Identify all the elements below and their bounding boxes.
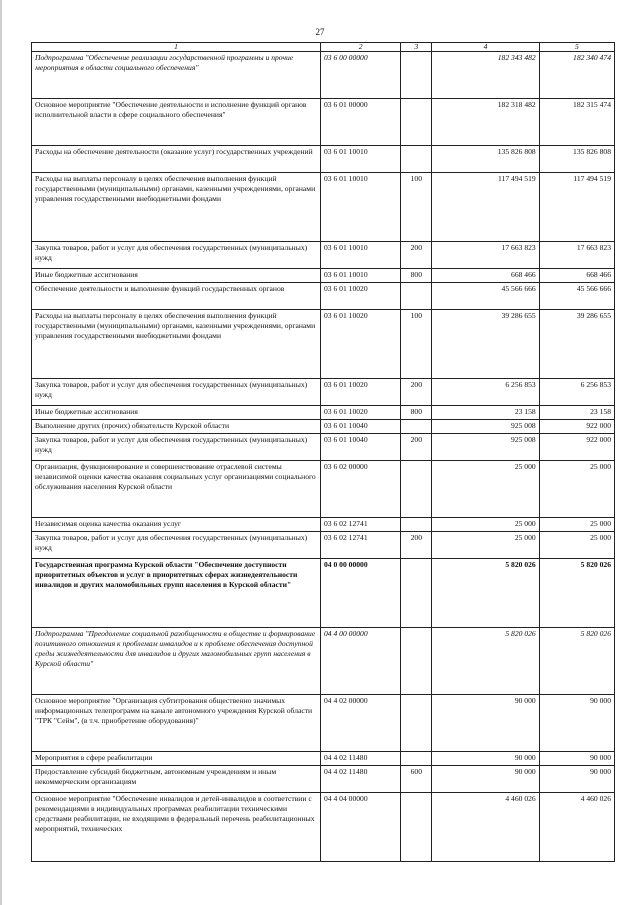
table-row [32,793,615,862]
row-expense-type: 100 [401,173,432,242]
row-code: 03 6 01 10040 [320,434,400,461]
table-row [32,628,615,695]
row-name: Расходы на обеспечение деятельности (оказание услуг) государственных учреждений [32,146,321,173]
column-header: 3 [401,43,432,52]
row-name: Закупка товаров, работ и услуг для обеспечения государственных (муниципальных) нужд [32,532,321,559]
scan-edge [0,0,2,905]
row-expense-type [401,752,432,766]
row-amount-2: 182 340 474 [539,52,614,99]
row-name: Мероприятия в сфере реабилитации [32,752,321,766]
row-expense-type: 600 [401,766,432,793]
row-name: Предоставление субсидий бюджетным, автономным учреждениям и иным некоммерческим организациям [32,766,321,793]
row-amount-2: 90 000 [539,695,614,752]
row-amount-2: 25 000 [539,532,614,559]
row-name: Иные бюджетные ассигнования [32,406,321,420]
row-expense-type: 800 [401,406,432,420]
row-name: Основное мероприятие "Обеспечение инвалидов и детей-инвалидов в соответствии с рекомендациями в индивидуальных программах реабилитации техническими средствами реабилитации, не входящими в федеральный перечень реабилитационных мероприятий, технических [32,793,321,862]
row-code: 04 4 02 00000 [320,695,400,752]
table-row [32,434,615,461]
table-row [32,173,615,242]
row-code: 03 6 01 10020 [320,310,400,379]
budget-table [31,42,615,862]
row-expense-type: 100 [401,310,432,379]
row-name: Основное мероприятие "Обеспечение деятельности и исполнение функций органов исполнительной власти в сфере социального обеспечения" [32,99,321,146]
row-amount-1: 5 820 026 [432,559,539,628]
row-amount-1: 39 286 655 [432,310,539,379]
row-code: 04 4 04 00000 [320,793,400,862]
column-header: 5 [539,43,614,52]
row-amount-1: 25 000 [432,518,539,532]
table-row [32,766,615,793]
row-code: 03 6 01 10010 [320,173,400,242]
row-amount-2: 135 826 808 [539,146,614,173]
row-amount-1: 5 820 026 [432,628,539,695]
row-code: 03 6 01 10010 [320,146,400,173]
row-amount-2: 922 000 [539,434,614,461]
row-expense-type [401,518,432,532]
row-amount-2: 668 466 [539,269,614,283]
row-amount-2: 45 566 666 [539,283,614,310]
row-expense-type: 200 [401,532,432,559]
row-name: Обеспечение деятельности и выполнение функций государственных органов [32,283,321,310]
row-expense-type: 200 [401,434,432,461]
row-amount-1: 90 000 [432,695,539,752]
table-row [32,99,615,146]
column-header: 4 [432,43,539,52]
table-row [32,559,615,628]
row-expense-type: 200 [401,379,432,406]
row-amount-1: 182 318 482 [432,99,539,146]
row-name: Независимая оценка качества оказания услуг [32,518,321,532]
row-expense-type: 800 [401,269,432,283]
row-amount-1: 90 000 [432,752,539,766]
row-code: 03 6 02 12741 [320,532,400,559]
row-amount-1: 6 256 853 [432,379,539,406]
row-expense-type: 200 [401,242,432,269]
row-amount-2: 6 256 853 [539,379,614,406]
table-row [32,518,615,532]
row-amount-1: 23 158 [432,406,539,420]
table-row [32,283,615,310]
row-name: Закупка товаров, работ и услуг для обеспечения государственных (муниципальных) нужд [32,242,321,269]
row-code: 04 4 00 00000 [320,628,400,695]
table-header-row [32,43,615,52]
row-amount-2: 25 000 [539,461,614,518]
row-code: 03 6 00 00000 [320,52,400,99]
table-row [32,146,615,173]
table-row [32,379,615,406]
row-amount-1: 925 008 [432,420,539,434]
row-amount-2: 117 494 519 [539,173,614,242]
row-amount-2: 23 158 [539,406,614,420]
row-amount-1: 90 000 [432,766,539,793]
column-header: 1 [32,43,321,52]
row-amount-2: 5 820 026 [539,628,614,695]
row-name: Организация, функционирование и совершенствование отраслевой системы независимой оценки качества оказания социальных услуг организациями социального обслуживания населения Курской области [32,461,321,518]
page-number: 27 [315,27,325,37]
row-name: Государственная программа Курской области "Обеспечение доступности приоритетных объектов и услуг в приоритетных сферах жизнедеятельности инвалидов и других маломобильных групп населения в Курской области" [32,559,321,628]
row-amount-2: 182 315 474 [539,99,614,146]
row-name: Расходы на выплаты персоналу в целях обеспечения выполнения функций государственными (муниципальными) органами, казенными учреждениями, органами управления государственными внебюджетными фондами [32,173,321,242]
row-name: Выполнение других (прочих) обязательств Курской области [32,420,321,434]
row-name: Закупка товаров, работ и услуг для обеспечения государственных (муниципальных) нужд [32,434,321,461]
row-amount-2: 5 820 026 [539,559,614,628]
row-amount-1: 117 494 519 [432,173,539,242]
row-amount-2: 922 000 [539,420,614,434]
row-expense-type [401,793,432,862]
row-expense-type [401,628,432,695]
row-amount-2: 90 000 [539,766,614,793]
row-amount-1: 135 826 808 [432,146,539,173]
column-header: 2 [320,43,400,52]
row-code: 03 6 01 10020 [320,379,400,406]
row-expense-type [401,99,432,146]
table-row [32,752,615,766]
row-code: 04 4 02 11480 [320,752,400,766]
row-amount-2: 17 663 823 [539,242,614,269]
row-expense-type [401,461,432,518]
row-amount-2: 25 000 [539,518,614,532]
row-expense-type [401,559,432,628]
row-name: Иные бюджетные ассигнования [32,269,321,283]
row-expense-type [401,420,432,434]
row-amount-2: 4 460 026 [539,793,614,862]
table-row [32,461,615,518]
row-code: 03 6 01 10010 [320,242,400,269]
row-code: 03 6 01 10040 [320,420,400,434]
table-row [32,532,615,559]
row-amount-1: 668 466 [432,269,539,283]
table-row [32,420,615,434]
row-code: 03 6 02 12741 [320,518,400,532]
row-name: Основное мероприятие "Организация субтитрования общественно значимых информационных телепрограмм на канале автономного учреждения Курской области "ТРК "Сейм", (в т.ч. приобретение оборудования)" [32,695,321,752]
row-name: Расходы на выплаты персоналу в целях обеспечения выполнения функций государственными (муниципальными) органами, казенными учреждениями, органами управления государственными внебюджетными фондами [32,310,321,379]
table-row [32,242,615,269]
row-name: Подпрограмма "Обеспечение реализации государственной программы и прочие мероприятия в области социального обеспечения" [32,52,321,99]
row-code: 03 6 01 10020 [320,406,400,420]
row-amount-1: 25 000 [432,461,539,518]
table-row [32,406,615,420]
row-amount-1: 4 460 026 [432,793,539,862]
row-expense-type [401,695,432,752]
row-code: 03 6 02 00000 [320,461,400,518]
table-row [32,695,615,752]
row-name: Подпрограмма "Преодоление социальной разобщенности в обществе и формирование позитивного отношения к проблемам инвалидов и к проблеме обеспечения доступной среды жизнедеятельности для инвалидов и других маломобильных групп населения в Курской области" [32,628,321,695]
row-expense-type [401,283,432,310]
table-row [32,269,615,283]
row-amount-2: 90 000 [539,752,614,766]
row-expense-type [401,52,432,99]
row-code: 04 0 00 00000 [320,559,400,628]
row-code: 03 6 01 10010 [320,269,400,283]
row-expense-type [401,146,432,173]
row-amount-1: 25 000 [432,532,539,559]
table-row [32,310,615,379]
row-code: 04 4 02 11480 [320,766,400,793]
row-amount-1: 45 566 666 [432,283,539,310]
row-amount-2: 39 286 655 [539,310,614,379]
row-amount-1: 182 343 482 [432,52,539,99]
row-code: 03 6 01 10020 [320,283,400,310]
row-amount-1: 17 663 823 [432,242,539,269]
table-row [32,52,615,99]
row-name: Закупка товаров, работ и услуг для обеспечения государственных (муниципальных) нужд [32,379,321,406]
row-amount-1: 925 008 [432,434,539,461]
row-code: 03 6 01 00000 [320,99,400,146]
